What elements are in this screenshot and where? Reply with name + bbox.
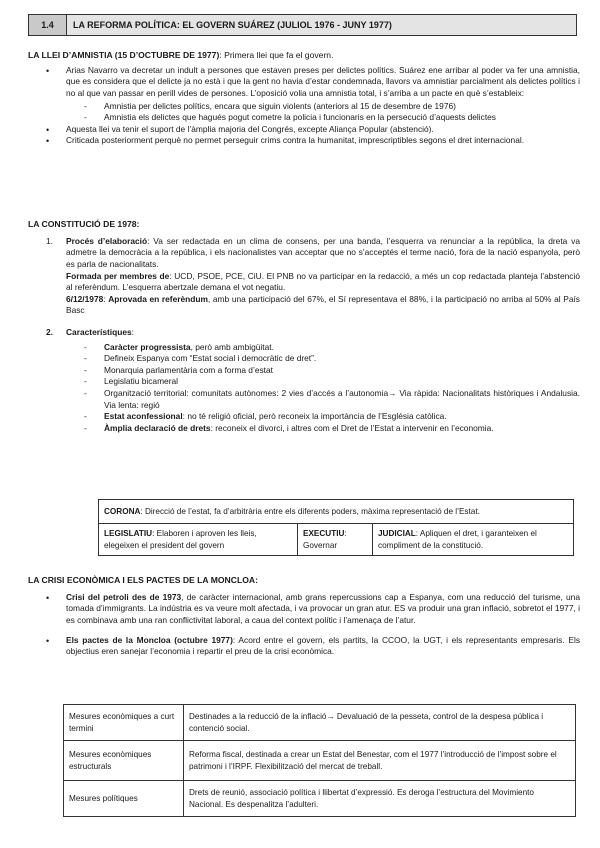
constitucio-item-2: [28, 327, 580, 434]
section-title: LA REFORMA POLÍTICA: EL GOVERN SUÁREZ (JULIOL 1976 - JUNY 1977): [67, 15, 576, 35]
legislatiu-text: : Elaboren i aproven les lleis, elegeixen el president del govern: [104, 529, 257, 550]
judicial-cell: [373, 524, 574, 556]
proces-label: Procés d’elaboració: [66, 235, 148, 246]
powers-table: [98, 499, 574, 556]
moncloa-row-2-label: Mesures econòmiques estructurals: [64, 741, 184, 781]
moncloa-row-1-text: Destinades a la reducció de la inflació→ Devaluació de la pesseta, control de la despesa pública i contenció social.: [184, 705, 576, 741]
crisi-list: [28, 592, 580, 658]
moncloa-row-3-label: Mesures polítiques: [64, 781, 184, 817]
amnistia-heading-bold: LA LLEI D’AMNISTIA (15 D’OCTUBRE DE 1977): [28, 50, 220, 60]
constitucio-heading-text: LA CONSTITUCIÓ DE 1978:: [28, 219, 140, 229]
moncloa-row-3-text: Drets de reunió, associació política i llibertat d’expressió. Es deroga l’estructura del Movimiento Nacional. Es despenalitza l’adulteri.: [184, 781, 576, 817]
amnistia-section: [28, 50, 580, 147]
caracteristica-1: [66, 342, 580, 354]
crisi-bullet-2-bold: Els pactes de la Moncloa (octubre 1977): [66, 634, 233, 645]
caracteristica-7-rest: : reconeix el divorci, i altres com el Dret de l’Estat a intervenir en l’economia.: [210, 422, 494, 433]
formada-text: : UCD, PSOE, PCE, CiU. El PNB no va participar en la redacció, a més un cop redactada planteja l’abstenció al referèndum. L’esquerra abertzale demana el vot negatiu.: [66, 270, 580, 293]
crisi-section: [28, 575, 580, 658]
amnistia-bullet-1: [28, 65, 580, 124]
amnistia-heading-rest: : Primera llei que fa el govern.: [219, 50, 334, 60]
moncloa-row-2-text: Reforma fiscal, destinada a crear un Estat del Benestar, com el 1977 l’introducció de l’impost sobre el patrimoni i l’IRPF. Flexibilització del mercat de treball.: [184, 741, 576, 781]
caracteristica-7-bold: Àmplia declaració de drets: [104, 422, 211, 433]
judicial-text: : Apliquen el dret, i garanteixen el compliment de la constitució.: [378, 529, 537, 550]
referendum-sep: :: [103, 293, 109, 304]
executiu-text: : Governar: [303, 529, 347, 550]
caracteristica-5: - Organització territorial: comunitats autònomes: 2 vies d’accés a l’autonomia→ Via ràpida: Nacionalitats històriques i Andalusia. Via lenta: regió: [66, 388, 580, 411]
moncloa-row-3: [64, 781, 576, 817]
caracteristiques-colon: :: [131, 327, 134, 338]
item-2-number: [46, 327, 53, 339]
referendum-paragraph: [66, 294, 580, 317]
caracteristica-1-rest: , però amb ambigüitat.: [190, 341, 274, 352]
corona-cell: [99, 500, 574, 524]
referendum-text: , amb una participació del 67%, el Sí representava el 88%, i la participació no arriba al 50% al País Basc: [66, 293, 580, 316]
crisi-bullet-1-bold: Crisi del petroli des de 1973: [66, 591, 182, 602]
amnistia-list: [28, 65, 580, 147]
moncloa-row-2: [64, 741, 576, 781]
section-header: [28, 14, 577, 36]
constitucio-heading: [28, 219, 580, 231]
constitucio-list: [28, 236, 580, 435]
corona-text: : Direcció de l’estat, fa d’arbitrària entre els diferents poders, màxima representació de l’Estat.: [140, 506, 480, 516]
referendum-label: Aprovada en referèndum: [108, 293, 208, 304]
caracteristiques-list: [66, 342, 580, 435]
amnistia-bullet-3: • Criticada posteriorment perquè no permet perseguir crims contra la humanitat, imprescriptibles segons el dret internacional.: [28, 135, 580, 147]
formada-label: Formada per membres de: [66, 270, 170, 281]
crisi-bullet-2: [28, 635, 580, 658]
caracteristica-1-bold: Caràcter progressista: [104, 341, 191, 352]
legislatiu-cell: [99, 524, 298, 556]
constitucio-item-1: [28, 236, 580, 317]
moncloa-row-1: [64, 705, 576, 741]
proces-text: : Va ser redactada en un clima de consens, per una banda, l’esquerra va renunciar a la república, la dreta va admetre la democràcia a la república, i els nacionalistes van acceptar que no s’acceptés el terme nació, fora de la nació espanyola, però es parla de nacionalitats.: [66, 235, 580, 270]
section-number: 1.4: [29, 15, 67, 35]
caracteristica-6-rest: : no té religió oficial, però reconeix la importància de l’Església catòlica.: [182, 411, 447, 422]
proces-paragraph: [66, 236, 580, 271]
amnistia-heading: [28, 50, 580, 62]
caracteristica-6: [66, 411, 580, 423]
powers-row-branches: [99, 524, 574, 556]
caracteristica-6-bold: Estat aconfessional: [104, 411, 183, 422]
judicial-label: JUDICIAL: [378, 529, 416, 539]
caracteristica-3: - Monarquia parlamentària com a forma d’estat: [66, 365, 580, 377]
moncloa-row-1-label: Mesures econòmiques a curt termini: [64, 705, 184, 741]
crisi-heading: [28, 575, 580, 587]
item-1-number: 1.: [46, 235, 53, 246]
caracteristica-2: - Defineix Espanya com “Estat social i democràtic de dret”.: [66, 353, 580, 365]
crisi-heading-text: LA CRISI ECONÒMICA I ELS PACTES DE LA MONCLOA:: [28, 575, 258, 585]
caracteristiques-heading: [66, 327, 580, 339]
powers-row-corona: [99, 500, 574, 524]
crisi-bullet-1: [28, 592, 580, 627]
amnistia-bullet-2: • Aquesta llei va tenir el suport de l’àmplia majoria del Congrés, excepte Aliança Popular (abstenció).: [28, 124, 580, 136]
executiu-label: EXECUTIU: [303, 529, 345, 539]
amnistia-sub-2: - Amnistia els delictes que hagués pogut cometre la policia i funcionaris en la persecució d’aquests delictes: [66, 112, 580, 124]
corona-label: CORONA: [104, 506, 141, 516]
formada-paragraph: [66, 271, 580, 294]
moncloa-table: [63, 704, 576, 817]
crisi-bullet-1-rest: , de caràcter internacional, amb grans repercussions cap a Espanya, com una reducció del turisme, una tomada d’immigrants. La indústria es va veure molt afectada, i va provocar un gran atur. ES va produir una gran inflació, sobretot el 1977, i es combinava amb una ran conflictivitat laboral, a caua del context polític i l’amenaça de l’atur.: [66, 591, 580, 626]
legislatiu-label: LEGISLATIU: [104, 529, 153, 539]
caracteristica-4: - Legislatiu bicameral: [66, 376, 580, 388]
item-2-number-text: 2.: [46, 327, 53, 338]
constitucio-section: [28, 219, 580, 434]
caracteristica-7: [66, 423, 580, 435]
amnistia-bullet-1-text: Arias Navarro va decretar un indult a persones que estaven preses per delictes polítics. Suárez ene arribar al poder va fer una amnistia, que es considera que el delicte ja no està i que la gent no havia d’estar condemnada, llavors va amnistiar parcialment als delictes polítics i no al que van passar en perill vides de persones. L’oposició volia una amnistia total, i s’arriba a un pacte en què s’estableix:: [66, 64, 580, 99]
amnistia-sublist: [66, 101, 580, 124]
caracteristiques-label: Característiques: [66, 327, 132, 338]
referendum-date: 6/12/1978: [66, 293, 104, 304]
amnistia-sub-1: - Amnistia per delictes polítics, encara que siguin violents (anteriors al 15 de desembre de 1976): [66, 101, 580, 113]
executiu-cell: [298, 524, 373, 556]
crisi-bullet-2-rest: : Acord entre el govern, els partits, la CCOO, la UGT, i els representants empresaris. Els objectius eren sanejar l’economia i repartir el preu de la crisi econòmica.: [66, 634, 581, 657]
